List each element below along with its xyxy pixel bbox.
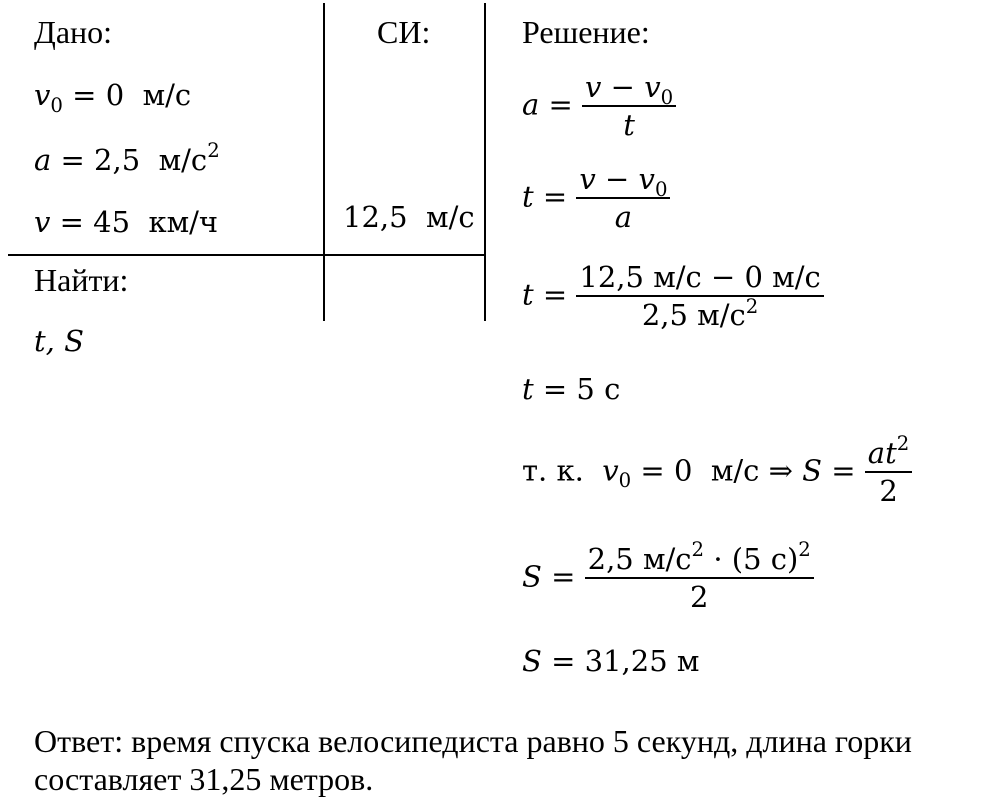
- formula-distance-condition: т. к. $v_0 = 0$ м/с ⇒ S = $\frac{at^2}{2}$: [522, 438, 912, 507]
- fraction-distance: $\frac{at^2}{2}$: [865, 438, 913, 507]
- given-a-unit: м/с: [158, 143, 208, 177]
- time-numerator: 12,5 м/с − 0 м/с: [576, 262, 823, 297]
- since-text: т. к.: [522, 453, 584, 488]
- solution-header: Решение:: [522, 14, 650, 50]
- table-divider-horizontal: [8, 254, 485, 256]
- si-v-unit: м/с: [426, 200, 475, 234]
- since-v0-unit: м/с: [710, 453, 760, 488]
- answer-text: Ответ: время спуска велосипедиста равно 5 секунд, длина горки составляет 31,25 метров.: [34, 723, 912, 797]
- formula-time: t = $\frac{v - v_0}{a}$: [522, 164, 670, 233]
- given-v0-unit: м/с: [142, 78, 192, 112]
- given-a-value: 2,5: [94, 143, 141, 177]
- distance-result-unit: м: [676, 644, 700, 678]
- time-result-value: 5: [576, 372, 595, 406]
- fraction-acceleration: $\frac{v - v_0}{t}$: [582, 72, 676, 141]
- distance-result-value: 31,25: [584, 644, 668, 678]
- given-a: a = 2,5 $м/с^2$: [34, 139, 220, 177]
- find-header: Найти:: [34, 262, 129, 298]
- time-result-unit: с: [604, 372, 621, 406]
- given-v-unit: км/ч: [148, 205, 219, 239]
- fraction-time-substituted: $\frac{12,5 м/с - 0 м/с}{2,5 м/с^2}$: [576, 262, 823, 331]
- formula-distance-substituted: S = $\frac{2,5 м/с^2 \cdot (5 с)^2}{2}$: [522, 544, 814, 613]
- given-header: Дано:: [34, 14, 113, 50]
- table-divider-vertical-2: [484, 3, 486, 321]
- find-unknowns: t, S: [34, 324, 84, 358]
- given-v0: $v_0 = 0$ м/с: [34, 78, 192, 117]
- distance-num-a: 2,5 м/с: [587, 542, 692, 576]
- since-v0-value: 0: [673, 453, 693, 488]
- fraction-distance-substituted: $\frac{2,5 м/с^2 \cdot (5 с)^2}{2}$: [585, 544, 814, 613]
- formula-acceleration: a = $\frac{v - v_0}{t}$: [522, 72, 676, 141]
- si-header: СИ:: [377, 14, 431, 50]
- si-v-value: 12,5: [343, 200, 408, 234]
- formula-time-substituted: t = $\frac{12,5 м/с - 0 м/с}{2,5 м/с^2}$: [522, 262, 824, 331]
- table-divider-vertical-1: [323, 3, 325, 321]
- formula-distance-result: S = 31,25 м: [522, 644, 700, 678]
- distance-denominator: 2: [690, 580, 709, 615]
- time-denominator: 2,5 м/с: [641, 298, 746, 333]
- distance-num-b: · (5 с): [713, 542, 799, 576]
- given-v: v = 45 км/ч: [34, 205, 219, 239]
- fraction-time: $\frac{v - v_0}{a}$: [576, 164, 670, 233]
- formula-time-result: t = 5 с: [522, 372, 621, 406]
- given-v0-value: 0: [105, 78, 125, 112]
- given-v-value: 45: [93, 205, 131, 239]
- si-v: [343, 200, 475, 234]
